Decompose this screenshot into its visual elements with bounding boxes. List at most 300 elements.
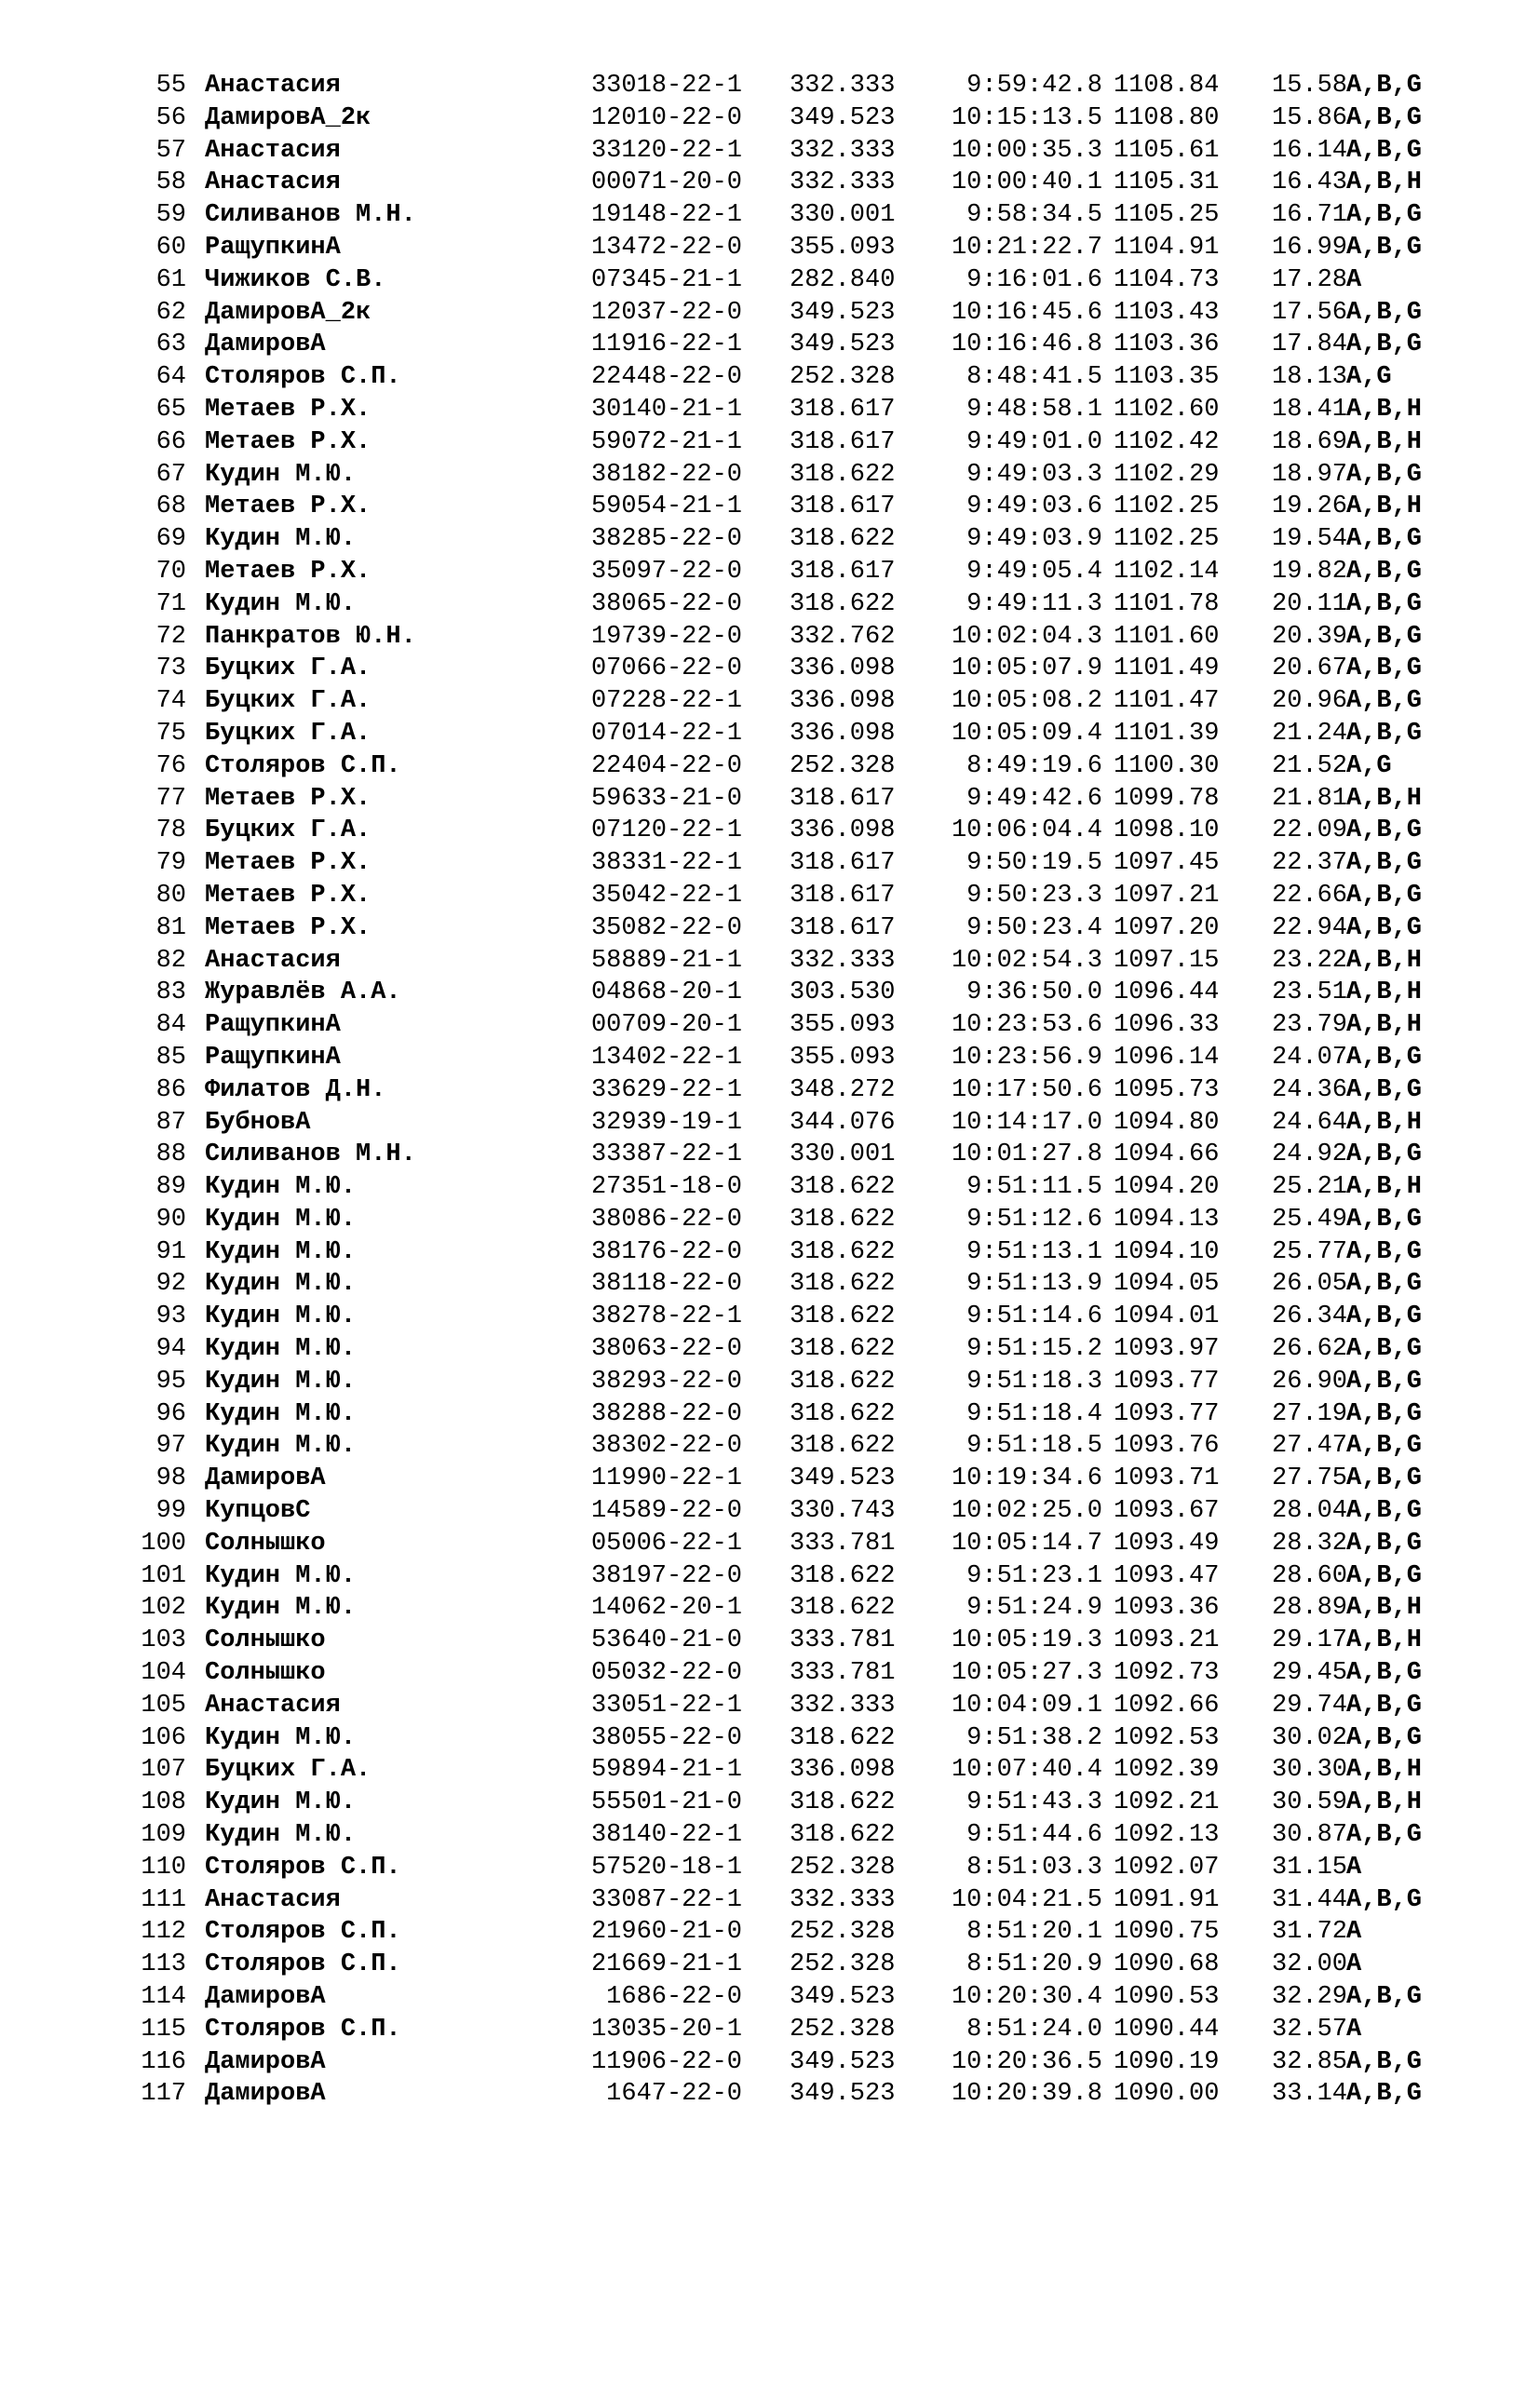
distance-value: 344.076 xyxy=(790,1108,896,1137)
coefficient-value: 30.30 xyxy=(1272,1756,1348,1785)
fancier-name: ДамировА xyxy=(205,2080,326,2109)
category-flags: A,B,H xyxy=(1346,784,1423,813)
ring-number: 27351-18-0 xyxy=(590,1173,742,1202)
arrival-time: 9:49:03.9 xyxy=(966,525,1102,554)
coefficient-value: 28.32 xyxy=(1272,1529,1348,1558)
arrival-time: 9:16:01.6 xyxy=(966,265,1102,294)
arrival-time: 10:05:14.7 xyxy=(951,1529,1102,1558)
place-number: 85 xyxy=(155,1043,186,1072)
coefficient-value: 25.21 xyxy=(1272,1173,1348,1202)
ring-number: 33087-22-1 xyxy=(590,1885,742,1914)
fancier-name: Кудин М.Ю. xyxy=(205,1270,357,1299)
distance-value: 333.781 xyxy=(790,1529,896,1558)
ring-number: 07120-22-1 xyxy=(590,816,742,845)
coefficient-value: 27.47 xyxy=(1272,1432,1348,1461)
arrival-time: 10:15:13.5 xyxy=(951,103,1102,132)
distance-value: 332.762 xyxy=(790,622,896,651)
ring-number: 55501-21-0 xyxy=(590,1788,742,1817)
distance-value: 333.781 xyxy=(790,1659,896,1688)
speed-value: 1094.10 xyxy=(1114,1237,1220,1266)
arrival-time: 9:50:23.4 xyxy=(966,913,1102,942)
category-flags: A xyxy=(1346,1950,1362,1979)
place-number: 116 xyxy=(141,2047,186,2076)
place-number: 115 xyxy=(141,2015,186,2044)
speed-value: 1093.76 xyxy=(1114,1432,1220,1461)
category-flags: A,B,G xyxy=(1346,654,1423,683)
coefficient-value: 21.24 xyxy=(1272,719,1348,748)
speed-value: 1098.10 xyxy=(1114,816,1220,845)
category-flags: A,B,G xyxy=(1346,1885,1423,1914)
fancier-name: Солнышко xyxy=(205,1529,326,1558)
speed-value: 1100.30 xyxy=(1114,751,1220,780)
speed-value: 1099.78 xyxy=(1114,784,1220,813)
arrival-time: 9:50:19.5 xyxy=(966,849,1102,878)
place-number: 104 xyxy=(141,1659,186,1688)
speed-value: 1094.13 xyxy=(1114,1205,1220,1234)
place-number: 98 xyxy=(155,1464,186,1493)
speed-value: 1092.66 xyxy=(1114,1691,1220,1720)
result-row xyxy=(0,167,1540,199)
speed-value: 1105.25 xyxy=(1114,201,1220,230)
category-flags: A,B,G xyxy=(1346,331,1423,359)
speed-value: 1093.36 xyxy=(1114,1594,1220,1623)
fancier-name: Метаев Р.Х. xyxy=(205,913,371,942)
arrival-time: 10:05:09.4 xyxy=(951,719,1102,748)
place-number: 65 xyxy=(155,395,186,424)
category-flags: A,B,G xyxy=(1346,687,1423,716)
coefficient-value: 18.13 xyxy=(1272,363,1348,392)
distance-value: 349.523 xyxy=(790,2047,896,2076)
distance-value: 318.617 xyxy=(790,913,896,942)
speed-value: 1104.91 xyxy=(1114,233,1220,262)
fancier-name: Солнышко xyxy=(205,1626,326,1655)
category-flags: A,B,H xyxy=(1346,978,1423,1007)
fancier-name: КупцовС xyxy=(205,1497,311,1526)
coefficient-value: 15.86 xyxy=(1272,103,1348,132)
result-row xyxy=(0,1722,1540,1755)
fancier-name: ДамировА_2к xyxy=(205,103,371,132)
speed-value: 1093.71 xyxy=(1114,1464,1220,1493)
place-number: 91 xyxy=(155,1237,186,1266)
result-row xyxy=(0,2046,1540,2079)
distance-value: 318.622 xyxy=(790,589,896,618)
category-flags: A xyxy=(1346,2015,1362,2044)
place-number: 72 xyxy=(155,622,186,651)
result-row xyxy=(0,1495,1540,1528)
place-number: 97 xyxy=(155,1432,186,1461)
result-row xyxy=(0,1690,1540,1722)
arrival-time: 8:48:41.5 xyxy=(966,363,1102,392)
arrival-time: 9:51:18.4 xyxy=(966,1399,1102,1428)
coefficient-value: 20.39 xyxy=(1272,622,1348,651)
place-number: 93 xyxy=(155,1302,186,1331)
fancier-name: Метаев Р.Х. xyxy=(205,557,371,586)
ring-number: 05032-22-0 xyxy=(590,1659,742,1688)
place-number: 92 xyxy=(155,1270,186,1299)
result-row xyxy=(0,1819,1540,1852)
distance-value: 303.530 xyxy=(790,978,896,1007)
coefficient-value: 25.49 xyxy=(1272,1205,1348,1234)
category-flags: A,B,G xyxy=(1346,136,1423,165)
speed-value: 1090.68 xyxy=(1114,1950,1220,1979)
fancier-name: Кудин М.Ю. xyxy=(205,1561,357,1590)
speed-value: 1096.33 xyxy=(1114,1011,1220,1040)
ring-number: 59072-21-1 xyxy=(590,427,742,456)
fancier-name: Метаев Р.Х. xyxy=(205,427,371,456)
result-row xyxy=(0,1657,1540,1690)
distance-value: 355.093 xyxy=(790,1011,896,1040)
result-row xyxy=(0,264,1540,297)
ring-number: 38302-22-0 xyxy=(590,1432,742,1461)
fancier-name: Столяров С.П. xyxy=(205,751,401,780)
result-row xyxy=(0,1171,1540,1204)
ring-number: 30140-21-1 xyxy=(590,395,742,424)
distance-value: 318.617 xyxy=(790,427,896,456)
ring-number: 59633-21-0 xyxy=(590,784,742,813)
result-row xyxy=(0,621,1540,654)
coefficient-value: 16.43 xyxy=(1272,169,1348,197)
arrival-time: 8:51:24.0 xyxy=(966,2015,1102,2044)
arrival-time: 9:58:34.5 xyxy=(966,201,1102,230)
speed-value: 1102.42 xyxy=(1114,427,1220,456)
coefficient-value: 32.57 xyxy=(1272,2015,1348,2044)
category-flags: A,B,G xyxy=(1346,103,1423,132)
speed-value: 1093.49 xyxy=(1114,1529,1220,1558)
coefficient-value: 24.07 xyxy=(1272,1043,1348,1072)
place-number: 95 xyxy=(155,1367,186,1396)
distance-value: 252.328 xyxy=(790,1853,896,1882)
place-number: 86 xyxy=(155,1075,186,1104)
distance-value: 318.622 xyxy=(790,1561,896,1590)
fancier-name: ДамировА xyxy=(205,331,326,359)
place-number: 112 xyxy=(141,1918,186,1947)
fancier-name: Кудин М.Ю. xyxy=(205,460,357,489)
coefficient-value: 28.60 xyxy=(1272,1561,1348,1590)
speed-value: 1101.39 xyxy=(1114,719,1220,748)
distance-value: 336.098 xyxy=(790,1756,896,1785)
ring-number: 35082-22-0 xyxy=(590,913,742,942)
result-row xyxy=(0,556,1540,588)
place-number: 80 xyxy=(155,881,186,910)
arrival-time: 10:20:30.4 xyxy=(951,1983,1102,2012)
place-number: 96 xyxy=(155,1399,186,1428)
category-flags: A,B,H xyxy=(1346,427,1423,456)
arrival-time: 9:50:23.3 xyxy=(966,881,1102,910)
distance-value: 252.328 xyxy=(790,1918,896,1947)
place-number: 55 xyxy=(155,72,186,100)
coefficient-value: 16.99 xyxy=(1272,233,1348,262)
distance-value: 332.333 xyxy=(790,72,896,100)
fancier-name: Кудин М.Ю. xyxy=(205,525,357,554)
fancier-name: БубновА xyxy=(205,1108,311,1137)
category-flags: A,B,G xyxy=(1346,233,1423,262)
place-number: 84 xyxy=(155,1011,186,1040)
distance-value: 333.781 xyxy=(790,1626,896,1655)
place-number: 61 xyxy=(155,265,186,294)
distance-value: 318.622 xyxy=(790,460,896,489)
result-row xyxy=(0,718,1540,750)
ring-number: 38197-22-0 xyxy=(590,1561,742,1590)
ring-number: 38331-22-1 xyxy=(590,849,742,878)
category-flags: A,B,H xyxy=(1346,169,1423,197)
fancier-name: РащупкинА xyxy=(205,1043,341,1072)
distance-value: 336.098 xyxy=(790,719,896,748)
category-flags: A,B,G xyxy=(1346,201,1423,230)
distance-value: 349.523 xyxy=(790,331,896,359)
arrival-time: 8:51:20.1 xyxy=(966,1918,1102,1947)
arrival-time: 9:51:23.1 xyxy=(966,1561,1102,1590)
place-number: 77 xyxy=(155,784,186,813)
result-row xyxy=(0,1366,1540,1398)
arrival-time: 9:51:14.6 xyxy=(966,1302,1102,1331)
fancier-name: Кудин М.Ю. xyxy=(205,1788,357,1817)
coefficient-value: 26.90 xyxy=(1272,1367,1348,1396)
coefficient-value: 31.15 xyxy=(1272,1853,1348,1882)
arrival-time: 10:01:27.8 xyxy=(951,1140,1102,1169)
ring-number: 11916-22-1 xyxy=(590,331,742,359)
arrival-time: 9:51:18.5 xyxy=(966,1432,1102,1461)
category-flags: A,B,G xyxy=(1346,881,1423,910)
result-row xyxy=(0,523,1540,556)
coefficient-value: 16.71 xyxy=(1272,201,1348,230)
distance-value: 330.743 xyxy=(790,1497,896,1526)
coefficient-value: 24.36 xyxy=(1272,1075,1348,1104)
result-row xyxy=(0,1754,1540,1787)
distance-value: 318.617 xyxy=(790,493,896,521)
category-flags: A,B,G xyxy=(1346,1140,1423,1169)
coefficient-value: 17.28 xyxy=(1272,265,1348,294)
place-number: 108 xyxy=(141,1788,186,1817)
result-row xyxy=(0,1560,1540,1593)
coefficient-value: 22.37 xyxy=(1272,849,1348,878)
result-row xyxy=(0,1981,1540,2014)
speed-value: 1093.47 xyxy=(1114,1561,1220,1590)
ring-number: 22404-22-0 xyxy=(590,751,742,780)
arrival-time: 9:51:13.1 xyxy=(966,1237,1102,1266)
category-flags: A,B,G xyxy=(1346,1821,1423,1850)
arrival-time: 9:49:01.0 xyxy=(966,427,1102,456)
fancier-name: ДамировА xyxy=(205,1983,326,2012)
arrival-time: 9:48:58.1 xyxy=(966,395,1102,424)
arrival-time: 9:51:12.6 xyxy=(966,1205,1102,1234)
category-flags: A,G xyxy=(1346,363,1392,392)
fancier-name: Столяров С.П. xyxy=(205,363,401,392)
distance-value: 252.328 xyxy=(790,2015,896,2044)
result-row xyxy=(0,588,1540,621)
speed-value: 1093.67 xyxy=(1114,1497,1220,1526)
place-number: 106 xyxy=(141,1723,186,1752)
category-flags: A,B,G xyxy=(1346,460,1423,489)
category-flags: A,B,G xyxy=(1346,2080,1423,2109)
place-number: 67 xyxy=(155,460,186,489)
fancier-name: Буцких Г.А. xyxy=(205,654,371,683)
speed-value: 1092.07 xyxy=(1114,1853,1220,1882)
category-flags: A,B,H xyxy=(1346,1108,1423,1137)
distance-value: 318.622 xyxy=(790,1205,896,1234)
arrival-time: 10:23:53.6 xyxy=(951,1011,1102,1040)
place-number: 105 xyxy=(141,1691,186,1720)
result-row xyxy=(0,1236,1540,1269)
distance-value: 252.328 xyxy=(790,363,896,392)
place-number: 111 xyxy=(141,1885,186,1914)
coefficient-value: 23.79 xyxy=(1272,1011,1348,1040)
fancier-name: Столяров С.П. xyxy=(205,1918,401,1947)
distance-value: 336.098 xyxy=(790,654,896,683)
category-flags: A,B,G xyxy=(1346,1237,1423,1266)
category-flags: A,B,G xyxy=(1346,719,1423,748)
ring-number: 11906-22-0 xyxy=(590,2047,742,2076)
speed-value: 1094.05 xyxy=(1114,1270,1220,1299)
distance-value: 318.622 xyxy=(790,1367,896,1396)
coefficient-value: 18.69 xyxy=(1272,427,1348,456)
ring-number: 57520-18-1 xyxy=(590,1853,742,1882)
category-flags: A,B,G xyxy=(1346,1399,1423,1428)
place-number: 70 xyxy=(155,557,186,586)
arrival-time: 8:51:20.9 xyxy=(966,1950,1102,1979)
ring-number: 00071-20-0 xyxy=(590,169,742,197)
speed-value: 1101.49 xyxy=(1114,654,1220,683)
arrival-time: 10:02:25.0 xyxy=(951,1497,1102,1526)
result-row xyxy=(0,1204,1540,1236)
coefficient-value: 24.64 xyxy=(1272,1108,1348,1137)
speed-value: 1105.61 xyxy=(1114,136,1220,165)
result-row xyxy=(0,1528,1540,1560)
ring-number: 07228-22-1 xyxy=(590,687,742,716)
coefficient-value: 16.14 xyxy=(1272,136,1348,165)
place-number: 62 xyxy=(155,298,186,327)
result-row xyxy=(0,1009,1540,1042)
result-row xyxy=(0,135,1540,168)
coefficient-value: 27.19 xyxy=(1272,1399,1348,1428)
ring-number: 07014-22-1 xyxy=(590,719,742,748)
category-flags: A,B,G xyxy=(1346,1659,1423,1688)
coefficient-value: 19.26 xyxy=(1272,493,1348,521)
result-row xyxy=(0,977,1540,1009)
place-number: 79 xyxy=(155,849,186,878)
result-row xyxy=(0,1139,1540,1171)
speed-value: 1093.77 xyxy=(1114,1367,1220,1396)
result-row xyxy=(0,1268,1540,1301)
distance-value: 318.617 xyxy=(790,849,896,878)
distance-value: 349.523 xyxy=(790,1983,896,2012)
category-flags: A,B,G xyxy=(1346,1270,1423,1299)
category-flags: A,B,G xyxy=(1346,1464,1423,1493)
arrival-time: 10:23:56.9 xyxy=(951,1043,1102,1072)
coefficient-value: 22.94 xyxy=(1272,913,1348,942)
result-row xyxy=(0,912,1540,945)
place-number: 89 xyxy=(155,1173,186,1202)
coefficient-value: 28.89 xyxy=(1272,1594,1348,1623)
distance-value: 252.328 xyxy=(790,1950,896,1979)
distance-value: 349.523 xyxy=(790,2080,896,2109)
speed-value: 1094.80 xyxy=(1114,1108,1220,1137)
distance-value: 330.001 xyxy=(790,201,896,230)
distance-value: 318.622 xyxy=(790,1270,896,1299)
fancier-name: Кудин М.Ю. xyxy=(205,1302,357,1331)
distance-value: 355.093 xyxy=(790,233,896,262)
speed-value: 1101.60 xyxy=(1114,622,1220,651)
result-row xyxy=(0,783,1540,816)
speed-value: 1094.01 xyxy=(1114,1302,1220,1331)
category-flags: A,B,G xyxy=(1346,1205,1423,1234)
speed-value: 1092.73 xyxy=(1114,1659,1220,1688)
place-number: 103 xyxy=(141,1626,186,1655)
fancier-name: Кудин М.Ю. xyxy=(205,1367,357,1396)
distance-value: 349.523 xyxy=(790,1464,896,1493)
coefficient-value: 26.05 xyxy=(1272,1270,1348,1299)
distance-value: 318.622 xyxy=(790,1173,896,1202)
place-number: 87 xyxy=(155,1108,186,1137)
distance-value: 318.617 xyxy=(790,784,896,813)
distance-value: 332.333 xyxy=(790,169,896,197)
speed-value: 1108.84 xyxy=(1114,72,1220,100)
fancier-name: Панкратов Ю.Н. xyxy=(205,622,416,651)
category-flags: A,B,G xyxy=(1346,622,1423,651)
category-flags: A,B,H xyxy=(1346,1626,1423,1655)
ring-number: 19148-22-1 xyxy=(590,201,742,230)
arrival-time: 9:49:05.4 xyxy=(966,557,1102,586)
ring-number: 35042-22-1 xyxy=(590,881,742,910)
ring-number: 07066-22-0 xyxy=(590,654,742,683)
arrival-time: 10:17:50.6 xyxy=(951,1075,1102,1104)
category-flags: A,G xyxy=(1346,751,1392,780)
ring-number: 19739-22-0 xyxy=(590,622,742,651)
distance-value: 318.617 xyxy=(790,557,896,586)
category-flags: A xyxy=(1346,1853,1362,1882)
distance-value: 318.622 xyxy=(790,1788,896,1817)
ring-number: 38063-22-0 xyxy=(590,1335,742,1364)
ring-number: 38065-22-0 xyxy=(590,589,742,618)
fancier-name: Кудин М.Ю. xyxy=(205,1821,357,1850)
result-row xyxy=(0,1625,1540,1657)
category-flags: A,B,H xyxy=(1346,1011,1423,1040)
result-row xyxy=(0,880,1540,912)
result-row xyxy=(0,2078,1540,2111)
place-number: 71 xyxy=(155,589,186,618)
arrival-time: 10:14:17.0 xyxy=(951,1108,1102,1137)
coefficient-value: 22.66 xyxy=(1272,881,1348,910)
fancier-name: Кудин М.Ю. xyxy=(205,589,357,618)
fancier-name: Метаев Р.Х. xyxy=(205,849,371,878)
category-flags: A,B,G xyxy=(1346,1432,1423,1461)
distance-value: 349.523 xyxy=(790,103,896,132)
ring-number: 13402-22-1 xyxy=(590,1043,742,1072)
speed-value: 1093.97 xyxy=(1114,1335,1220,1364)
fancier-name: Столяров С.П. xyxy=(205,2015,401,2044)
place-number: 68 xyxy=(155,493,186,521)
coefficient-value: 21.52 xyxy=(1272,751,1348,780)
coefficient-value: 31.72 xyxy=(1272,1918,1348,1947)
coefficient-value: 30.59 xyxy=(1272,1788,1348,1817)
category-flags: A xyxy=(1346,265,1362,294)
arrival-time: 10:05:19.3 xyxy=(951,1626,1102,1655)
coefficient-value: 32.29 xyxy=(1272,1983,1348,2012)
speed-value: 1101.78 xyxy=(1114,589,1220,618)
fancier-name: Анастасия xyxy=(205,72,341,100)
arrival-time: 10:16:46.8 xyxy=(951,331,1102,359)
arrival-time: 10:16:45.6 xyxy=(951,298,1102,327)
ring-number: 33051-22-1 xyxy=(590,1691,742,1720)
coefficient-value: 23.51 xyxy=(1272,978,1348,1007)
ring-number: 33629-22-1 xyxy=(590,1075,742,1104)
result-row xyxy=(0,1301,1540,1333)
fancier-name: Буцких Г.А. xyxy=(205,816,371,845)
place-number: 113 xyxy=(141,1950,186,1979)
coefficient-value: 28.04 xyxy=(1272,1497,1348,1526)
distance-value: 252.328 xyxy=(790,751,896,780)
fancier-name: Столяров С.П. xyxy=(205,1853,401,1882)
category-flags: A,B,G xyxy=(1346,1497,1423,1526)
